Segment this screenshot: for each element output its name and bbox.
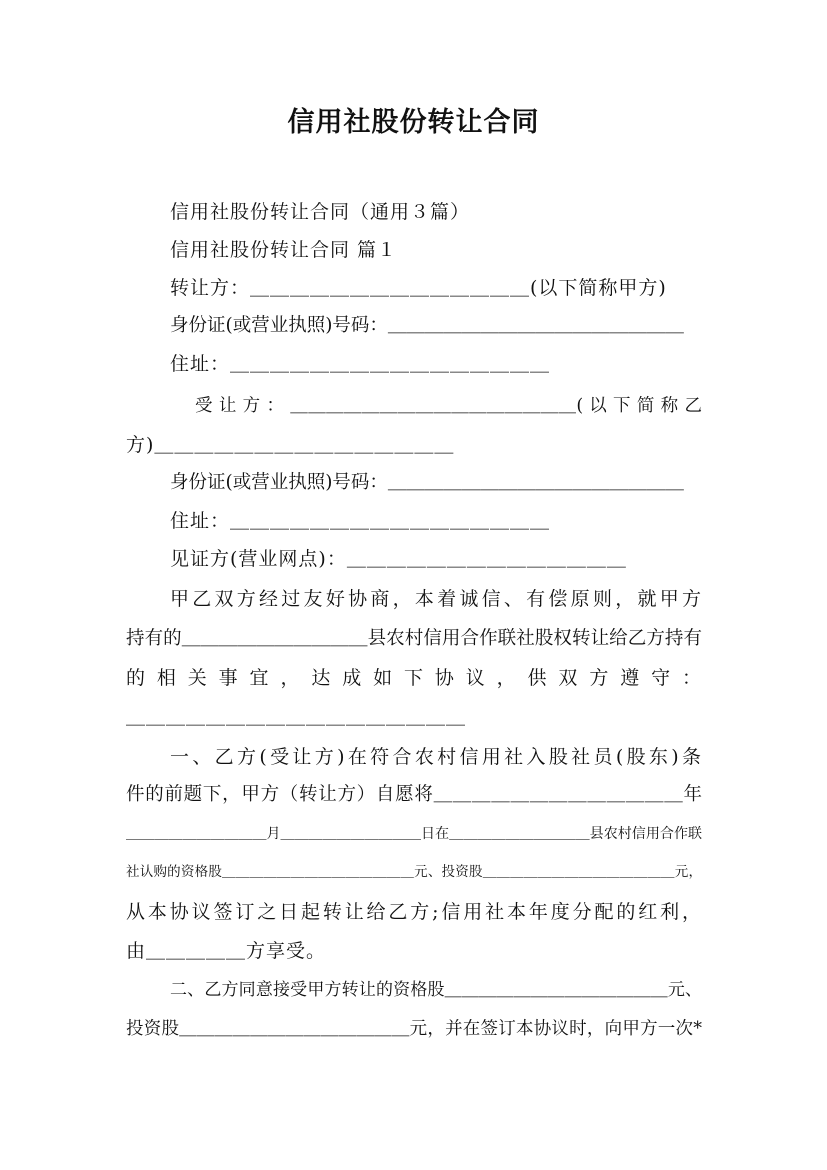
doc-line-clause1-3: ＿＿＿＿＿＿＿＿＿＿月＿＿＿＿＿＿＿＿＿＿日在＿＿＿＿＿＿＿＿＿＿县农村信用合作联 — [126, 826, 702, 842]
doc-line-transferor-id: 身份证(或营业执照)号码：＿＿＿＿＿＿＿＿＿＿＿＿＿＿＿＿ — [170, 315, 684, 336]
doc-line-transferee-address: 住址：＿＿＿＿＿＿＿＿＿＿＿＿＿＿＿＿ — [170, 510, 551, 532]
doc-line-clause2-2: 投资股＿＿＿＿＿＿＿＿＿＿＿＿＿元，并在签订本协议时，向甲方一次* — [126, 1019, 702, 1039]
doc-line-clause1-5: 从本协议签订之日起转让给乙方;信用社本年度分配的红利， — [126, 901, 702, 923]
doc-line-transferor-address: 住址：＿＿＿＿＿＿＿＿＿＿＿＿＿＿＿＿ — [170, 353, 551, 375]
doc-line-clause1-4: 社认购的资格股＿＿＿＿＿＿＿＿＿＿＿＿＿＿元、投资股＿＿＿＿＿＿＿＿＿＿＿＿＿＿元， — [126, 864, 702, 880]
doc-line-transferee: 受 让 方 ： ＿＿＿＿＿＿＿＿＿＿＿＿＿＿＿＿( 以 下 简 称 乙 — [195, 396, 702, 416]
doc-line-transferor: 转让方：＿＿＿＿＿＿＿＿＿＿＿＿＿＿(以下简称甲方) — [170, 277, 667, 299]
doc-line-preamble-2: 持有的＿＿＿＿＿＿＿＿＿＿县农村信用合作联社股权转让给乙方持有 — [126, 628, 702, 649]
document-title: 信用社股份转让合同 — [287, 107, 540, 138]
doc-line-clause1-6: 由＿＿＿＿＿方享受。 — [126, 940, 327, 962]
doc-line-clause2-1: 二、乙方同意接受甲方转让的资格股＿＿＿＿＿＿＿＿＿＿＿＿＿元、 — [170, 980, 702, 1000]
doc-line-preamble-4: ＿＿＿＿＿＿＿＿＿＿＿＿＿＿＿＿＿ — [126, 706, 467, 728]
doc-line-clause1-2: 件的前题下，甲方（转让方）自愿将＿＿＿＿＿＿＿＿＿＿＿＿＿年 — [126, 784, 702, 805]
doc-line-witness: 见证方(营业网点)：＿＿＿＿＿＿＿＿＿＿＿＿＿＿ — [170, 548, 627, 570]
doc-line-collection-title: 信用社股份转让合同（通用３篇） — [170, 201, 471, 223]
doc-line-preamble-3: 的相关事宜，达成如下协议，供双方遵守： — [126, 667, 702, 689]
doc-line-transferee-cont: 方)＿＿＿＿＿＿＿＿＿＿＿＿＿＿＿ — [126, 434, 455, 456]
doc-line-preamble-1: 甲乙双方经过友好协商，本着诚信、有偿原则，就甲方 — [170, 588, 702, 610]
doc-line-clause1-1: 一、乙方(受让方)在符合农村信用社入股社员(股东)条 — [170, 746, 702, 768]
doc-line-transferee-id: 身份证(或营业执照)号码：＿＿＿＿＿＿＿＿＿＿＿＿＿＿＿＿ — [170, 472, 684, 493]
doc-line-section-heading: 信用社股份转让合同 篇１ — [170, 239, 398, 261]
